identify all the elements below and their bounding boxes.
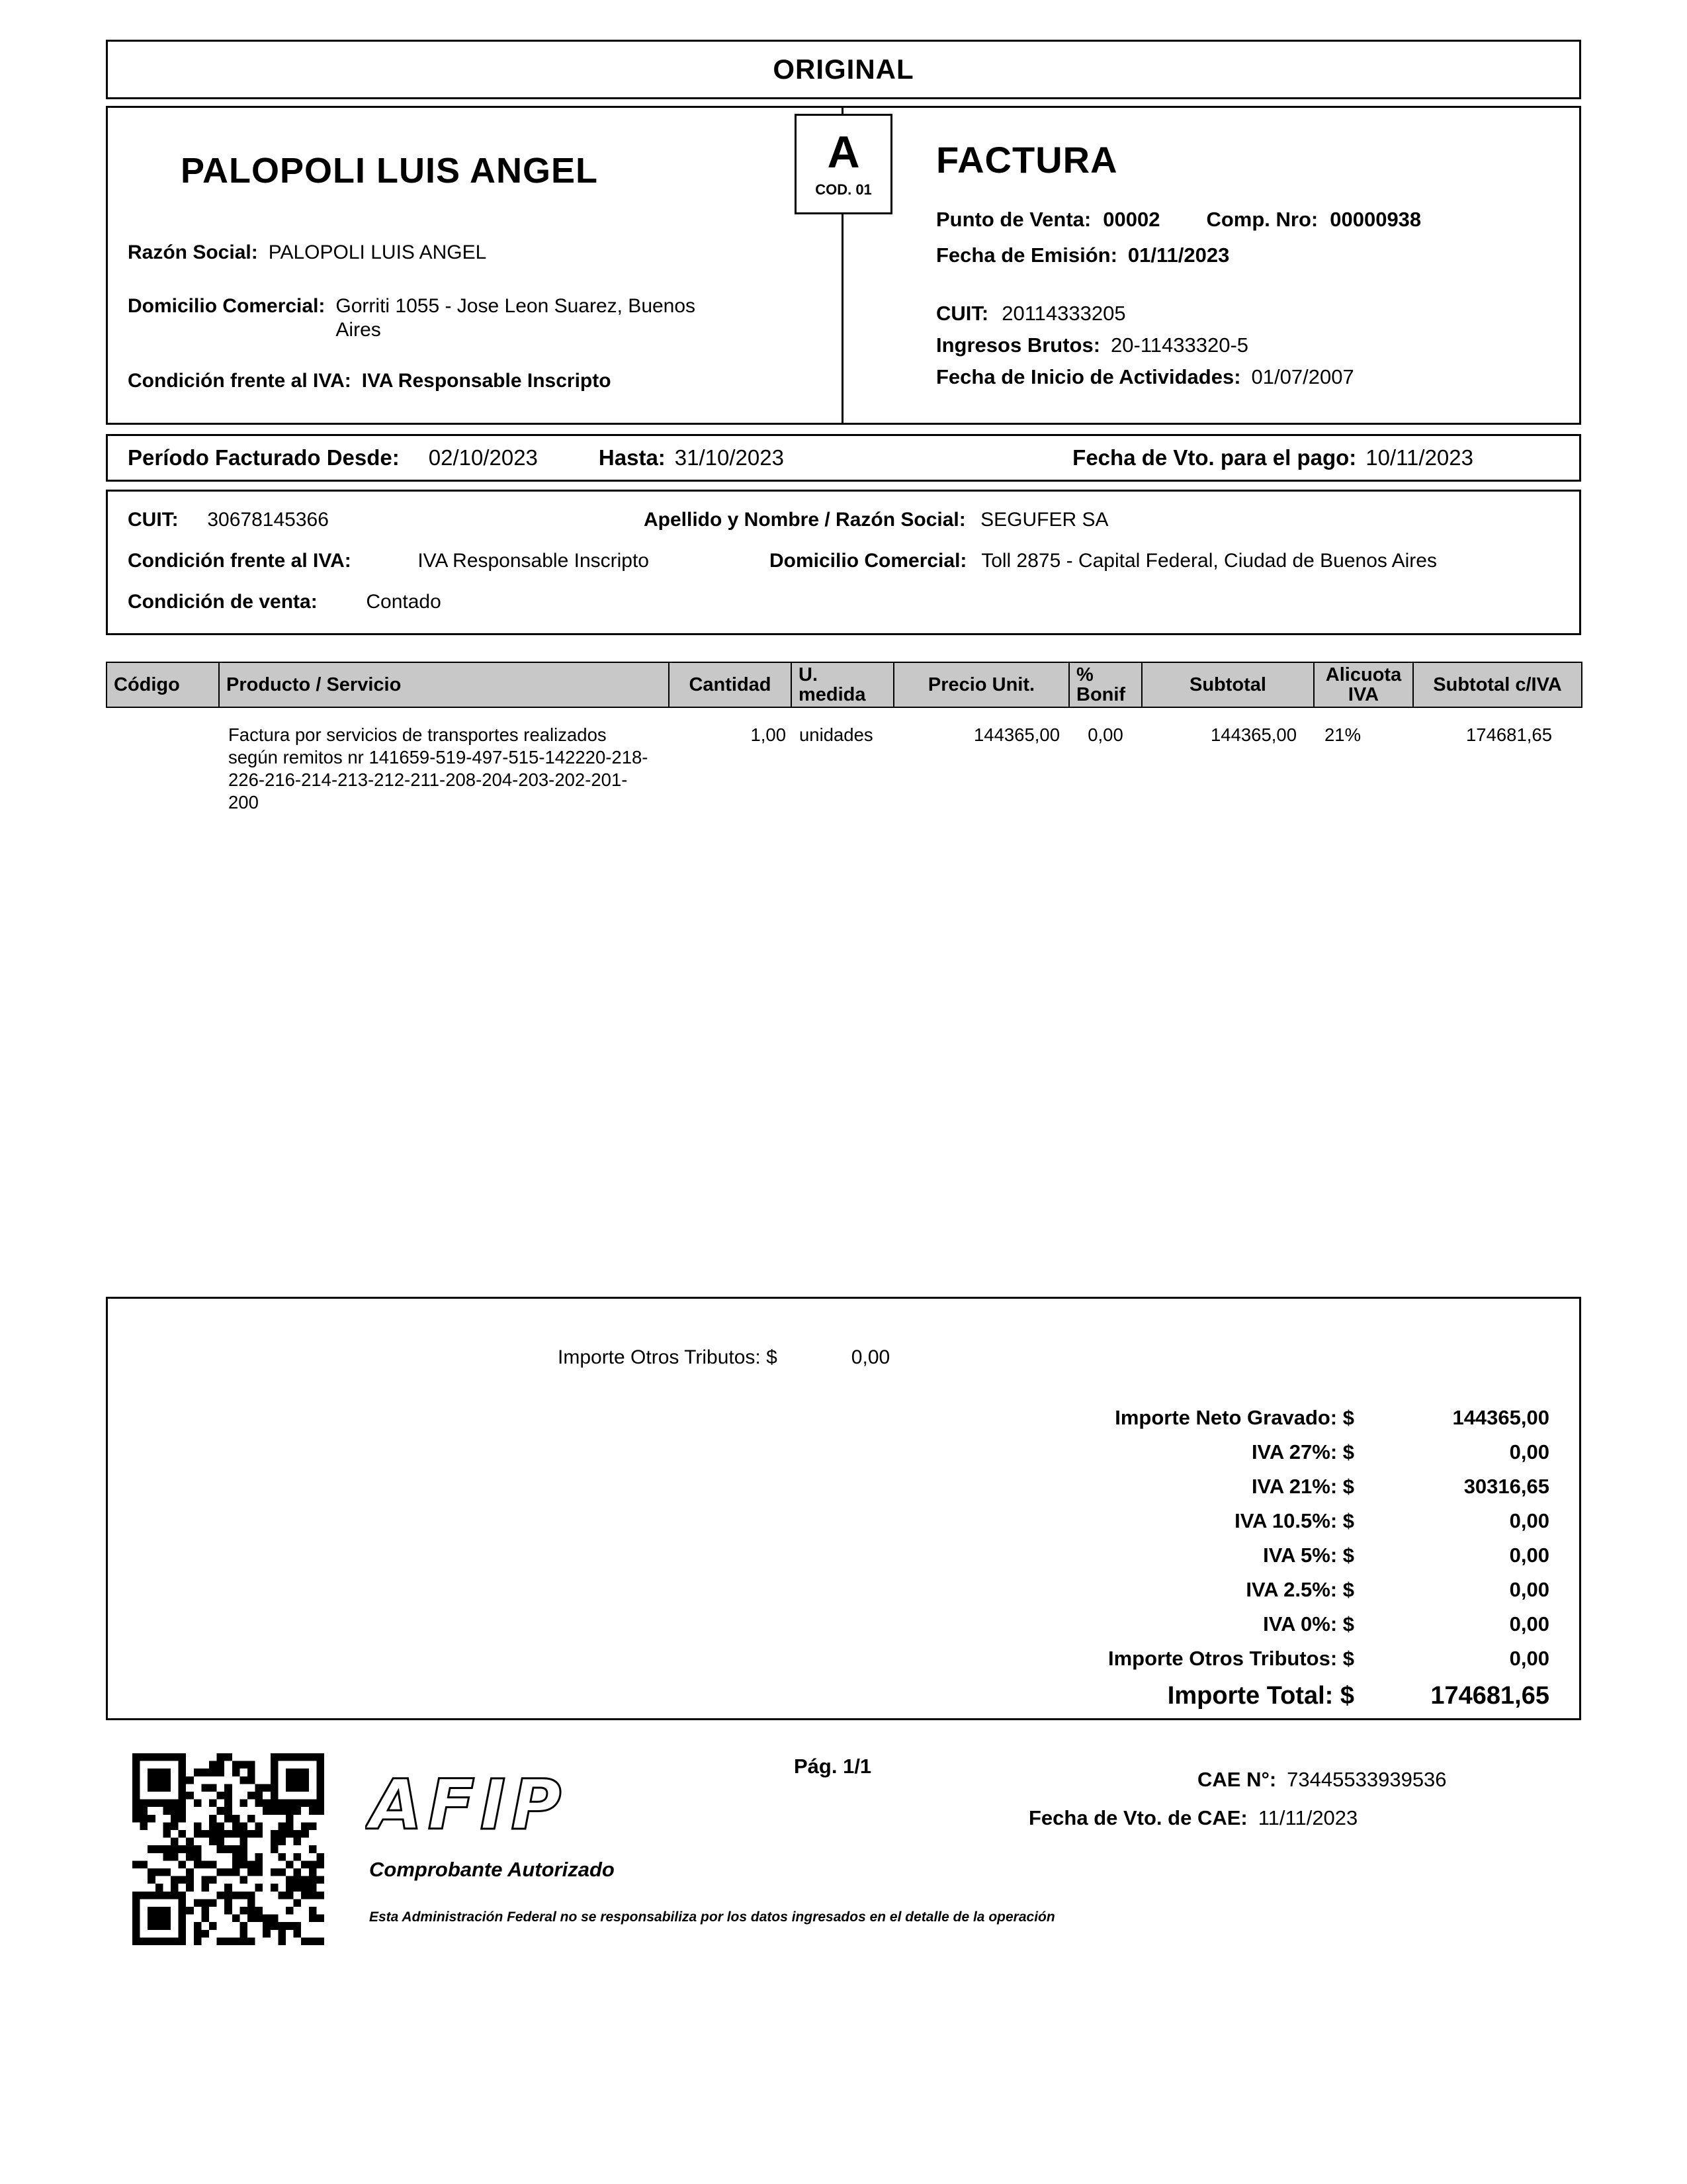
invoice-letter-code: COD. 01 [815,181,872,198]
vto-pago-value: 10/11/2023 [1365,445,1473,470]
emitter-cuit-label: CUIT: [936,302,989,325]
col-header-cantidad: Cantidad [669,662,791,707]
emitter-iva-row [128,370,815,392]
fecha-emision-label: Fecha de Emisión: [936,243,1117,267]
disclaimer-text: Esta Administración Federal no se responsabiliza por los datos ingresados en el detalle de la operación [369,1909,1055,1925]
cae-number-row [1197,1768,1447,1792]
total-line-iva-0 [108,1607,1579,1641]
inicio-actividades-row [936,365,1553,389]
total-line-value: 0,00 [1509,1647,1549,1670]
copy-type-label: ORIGINAL [106,40,1581,99]
total-line-value: 0,00 [1509,1440,1549,1463]
customer-section [106,490,1581,635]
customer-domicilio-row [769,550,1437,572]
col-header-precio: Precio Unit. [894,662,1069,707]
cae-due-date-row [1029,1806,1358,1830]
punto-venta-value: 00002 [1103,208,1160,231]
customer-name-label: Apellido y Nombre / Razón Social: [644,509,966,531]
otros-tributos-inline-value: 0,00 [851,1346,890,1368]
invoice-letter: A [827,127,860,177]
total-line-iva-27 [108,1435,1579,1469]
customer-name-value: SEGUFER SA [980,509,1109,531]
total-line-iva-2-5 [108,1573,1579,1607]
emitter-razon-social-value: PALOPOLI LUIS ANGEL [268,241,487,263]
vto-pago-label: Fecha de Vto. para el pago: [1072,445,1357,470]
periodo-desde-value: 02/10/2023 [428,445,538,470]
ingresos-brutos-label: Ingresos Brutos: [936,333,1101,357]
total-line-value: 0,00 [1509,1544,1549,1567]
total-line-otros-tributos [108,1641,1579,1676]
invoice-info-section [844,106,1581,425]
qr-code [132,1753,324,1945]
inicio-actividades-value: 01/07/2007 [1251,365,1354,388]
header-section [106,106,1581,425]
emitter-iva-label: Condición frente al IVA: [128,370,351,392]
invoice-type-title: FACTURA [936,139,1118,181]
item-subtotal: 144365,00 [1211,724,1297,745]
col-header-subtotal: Subtotal [1142,662,1314,707]
emitter-razon-social-row [128,241,815,264]
otros-tributos-inline-label: Importe Otros Tributos: $ [558,1346,777,1368]
item-codigo [107,707,219,814]
cae-vto-value: 11/11/2023 [1258,1806,1358,1829]
col-header-bonif: % Bonif [1069,662,1142,707]
col-header-alicuota: Alicuota IVA [1314,662,1413,707]
col-header-subtotal-iva: Subtotal c/IVA [1413,662,1582,707]
total-line-value: 174681,65 [1430,1682,1549,1710]
col-header-producto: Producto / Servicio [219,662,669,707]
total-line-label: IVA 21%: $ [1251,1475,1354,1498]
totals-stack [108,1401,1579,1716]
emitter-domicilio-value: Gorriti 1055 - Jose Leon Suarez, Buenos Aires [335,295,696,341]
emitter-cuit-row [936,302,1553,326]
customer-row-1 [128,509,1559,531]
totals-section [106,1297,1581,1720]
items-table [106,662,1582,814]
customer-iva-value: IVA Responsable Inscripto [417,550,649,572]
total-line-label: IVA 10.5%: $ [1234,1509,1354,1532]
customer-cuit-row [128,509,644,531]
vto-pago-row [1072,445,1473,470]
cae-vto-label: Fecha de Vto. de CAE: [1029,1806,1248,1829]
emitter-section [106,106,844,425]
item-descripcion: Factura por servicios de transportes realizados según remitos nr 141659-519-497-515-142220-218-226-216-214-213-212-211-208-204-203-202-201-200 [228,724,648,812]
billing-period-bar [106,434,1581,482]
customer-iva-row [128,550,769,572]
total-line-label: IVA 0%: $ [1263,1612,1354,1636]
periodo-hasta-label: Hasta: [598,445,666,470]
item-bonif: 0,00 [1088,724,1123,745]
comp-nro-label: Comp. Nro: [1206,208,1319,231]
ingresos-brutos-value: 20-11433320-5 [1111,333,1249,357]
total-line-iva-10-5 [108,1504,1579,1538]
periodo-desde-label: Período Facturado Desde: [128,445,400,470]
customer-row-2 [128,550,1559,572]
inicio-actividades-label: Fecha de Inicio de Actividades: [936,365,1241,388]
customer-cuit-value: 30678145366 [207,509,329,531]
item-subtotal-civa: 174681,65 [1466,724,1552,745]
items-table-header [107,662,1582,707]
customer-cuit-label: CUIT: [128,509,179,531]
comp-nro-value: 00000938 [1330,208,1422,231]
col-header-codigo: Código [107,662,219,707]
customer-venta-value: Contado [366,591,441,613]
customer-row-3 [128,591,1559,613]
emitter-domicilio-row [128,294,815,342]
punto-venta-label: Punto de Venta: [936,208,1092,231]
total-line-label: IVA 2.5%: $ [1246,1578,1354,1601]
item-cantidad: 1,00 [750,724,786,745]
item-row [107,707,1582,814]
total-line-value: 0,00 [1509,1509,1549,1532]
otros-tributos-inline-row [558,1346,1579,1374]
invoice-letter-box [795,114,892,214]
total-line-value: 0,00 [1509,1612,1549,1636]
total-line-value: 144365,00 [1452,1406,1549,1429]
item-alicuota-iva: 21% [1324,724,1362,745]
customer-iva-label: Condición frente al IVA: [128,550,351,572]
total-line-neto-gravado [108,1401,1579,1435]
emitter-name: PALOPOLI LUIS ANGEL [181,151,599,191]
document-content [106,40,1581,2183]
total-line-label: Importe Otros Tributos: $ [1107,1647,1354,1670]
total-line-iva-21 [108,1469,1579,1504]
item-precio-unit: 144365,00 [974,724,1060,745]
total-line-label: IVA 5%: $ [1263,1544,1354,1567]
ingresos-brutos-row [936,333,1553,357]
emitter-cuit-value: 20114333205 [1002,302,1126,325]
customer-domicilio-value: Toll 2875 - Capital Federal, Ciudad de Buenos Aires [981,550,1437,572]
emitter-domicilio-label: Domicilio Comercial: [128,295,325,317]
total-line-label: Importe Neto Gravado: $ [1115,1406,1354,1429]
total-line-importe-total [108,1676,1579,1716]
total-line-label: IVA 27%: $ [1251,1440,1354,1463]
total-line-label: Importe Total: $ [1167,1682,1354,1710]
customer-name-row [644,509,1108,531]
invoice-number-row [936,208,1553,232]
total-line-value: 0,00 [1509,1578,1549,1601]
total-line-value: 30316,65 [1463,1475,1549,1498]
authorized-label: Comprobante Autorizado [369,1858,615,1881]
customer-domicilio-label: Domicilio Comercial: [769,550,967,572]
customer-venta-label: Condición de venta: [128,591,318,613]
page-number: Pág. 1/1 [794,1755,872,1778]
customer-venta-row [128,591,441,613]
fecha-emision-row [936,243,1553,267]
footer-section [106,1720,1581,2183]
afip-logo-text: AFIP [369,1765,567,1845]
cae-label: CAE N°: [1197,1768,1277,1791]
col-header-umedida: U. medida [791,662,894,707]
cae-value: 73445533939536 [1287,1768,1447,1791]
fecha-emision-value: 01/11/2023 [1127,243,1230,267]
periodo-hasta-value: 31/10/2023 [674,445,784,470]
total-line-iva-5 [108,1538,1579,1573]
afip-logo [365,1760,617,1849]
emitter-iva-value: IVA Responsable Inscripto [361,370,611,392]
emitter-razon-social-label: Razón Social: [128,241,258,263]
item-umedida: unidades [799,724,873,745]
